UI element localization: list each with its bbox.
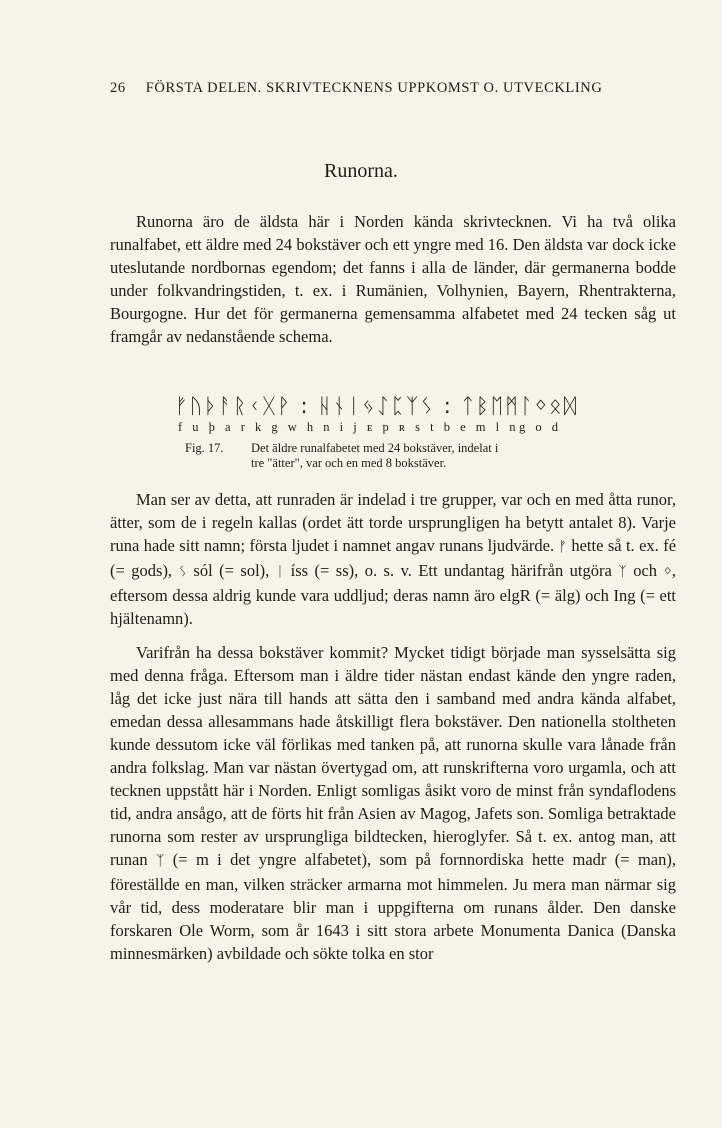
caption-line-2: tre "ätter", var och en med 8 bokstäver. (251, 456, 447, 470)
rune-iss: ᛁ (275, 564, 285, 580)
rune-transliteration: f u þ a r k g w h n i j ᴇ p ʀ s t b e m l ng o d (178, 420, 562, 434)
figure-label: Fig. 17. (185, 441, 224, 455)
paragraph-2 (110, 488, 676, 630)
rune-ing: ᛜ (663, 564, 672, 580)
figure-caption (185, 441, 615, 471)
running-header (110, 80, 670, 97)
running-title: FÖRSTA DELEN. SKRIVTECKNENS UPPKOMST O. UTVECKLING (145, 80, 603, 96)
p3-text-2: (= m i det yngre alfabetet), som på fornnordiska hette madr (= man), föreställde en man, vilken sträcker armarna mot himmelen. Ju mera man närmar sig vår tid, dess moderatare blir man i uppgifterna om runans ålder. Den danske forskaren Ole Worm, som år 1643 i sitt stora arbete Monumenta Danica (Danska minnesmärken) avbildade och sökte tolka en stor (110, 850, 676, 963)
rune-fe: ᚠ (558, 539, 567, 555)
rune-row: ᚠᚢᚦᚨᚱᚲᚷᚹ : ᚺᚾᛁᛃᛇᛈᛉᛊ : ᛏᛒᛖᛗᛚᛜᛟᛞ (175, 394, 579, 418)
p2-text-3: sól (= sol), (193, 561, 270, 580)
rune-madr: ᛉ (155, 853, 165, 869)
p2-text-4: íss (= ss), o. s. v. Ett undantag härifrån utgöra (290, 561, 612, 580)
p2-text-1: Man ser av detta, att runraden är indelad i tre grupper, var och en med åtta runor, ätter, som de i regeln kallas (ordet ätt torde ursprungligen ha betytt antalet 8). Varje runa hade sitt namn; första ljudet i namnet angav runans ljudvärde. (110, 490, 676, 555)
rune-sol: ᛊ (178, 564, 187, 580)
p3-text-1: Varifrån ha dessa bokstäver kommit? Mycket tidigt började man sysselsätta sig med denna fråga. Eftersom man i äldre tider nästan endast kände den yngre raden, låg det icke just nära till hands att sätta den i samband med andra kända alfabet, emedan dessa allesammans hade åtskilligt flera bokstäver. Den nationella stoltheten kunde dessutom icke väl förlikas med tanken på, att runorna skulle vara lånade från andra folkslag. Man var nästan övertygad om, att runskrifterna voro urgamla, och att tecknen uppstått här i Norden. Enligt somligas åsikt voro de minst från syndaflodens tid, andra ansågo, att de förts hit från Asien av Magog, Jafets son. Somliga betraktade runorna som rester av ursprungliga bildtecken, hieroglyfer. Så t. ex. antog man, att runan (110, 643, 676, 869)
paragraph-3 (110, 641, 676, 965)
rune-r: ᛉ (618, 564, 627, 580)
p2-text-6: , eftersom dessa aldrig kunde vara uddljud; deras namn äro elgR (= älg) och Ing (= ett hjältenamn). (110, 561, 677, 628)
p2-text-5: och (633, 561, 658, 580)
caption-line-1: Det äldre runalfabetet med 24 bokstäver, indelat i (251, 441, 499, 455)
p2-text-2: hette så t. ex. fé (= gods), (110, 536, 677, 580)
page-number: 26 (110, 80, 126, 96)
paragraph-1: Runorna äro de äldsta här i Norden kända skrivtecknen. Vi ha två olika runalfabet, ett äldre med 24 bokstäver och ett yngre med 16. Den äldsta var dock icke uteslutande nordbornas egendom; det fanns i alla de länder, där germanerna bodde under folkvandringstiden, t. ex. i Rumänien, Volhynien, Bayern, Rhentrakterna, Bourgogne. Hur det för germanerna gemensamma alfabetet med 24 tecken såg ut framgår av nedanstående schema. (110, 212, 676, 346)
section-title: Runorna. (324, 160, 398, 182)
